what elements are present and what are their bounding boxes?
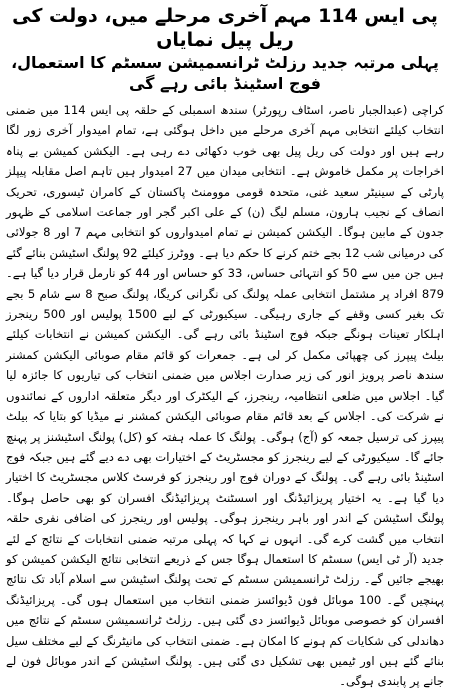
subheadline: پہلی مرتبہ جدید رزلٹ ٹرانسمیشن سسٹم کا استعمال، فوج اسٹینڈ بائی رہے گی [11,53,439,93]
article-body: کراچی (عبدالجبار ناصر، اسٹاف رپورٹر) سندھ اسمبلی کے حلقہ پی ایس 114 میں ضمنی انتخاب کیلئے انتخابی مہم آخری مرحلے میں داخل ہوگئی ہے، تمام امیدوار آخری زور لگا رہے ہیں اور دولت کی ریل پیل بھی خوب دکھائی دے رہی ہے۔ الیکشن کمیشن بے پناہ اخراجات پر مکمل خاموش ہے۔ انتخابی میدان میں 27 امیدوار ہیں تاہم اصل مقابلہ پیپلز پارٹی کے سینیٹر سعید غنی، متحدہ قومی موومنٹ پاکستان کے کامران ٹیسوری، تحریک انصاف کے نجیب ہارون، مسلم لیگ (ن) کے علی اکبر گجر اور جماعت اسلامی کے ظہور جدون کے مابین ہوگا۔ الیکشن کمیشن نے تمام امیدواروں کو انتخابی مہم 7 اور 8 جولائی کی درمیانی شب 12 بجے ختم کرنے کا حکم دیا ہے۔ ووٹرز کیلئے 92 پولنگ اسٹیشن بنائے گئے ہیں جن میں سے 50 کو انتہائی حساس، 33 کو حساس اور 44 کو نارمل قرار دیا گیا ہے۔ 879 افراد پر مشتمل انتخابی عملہ پولنگ کی نگرانی کریگا، پولنگ صبح 8 سے شام 5 بجے تک بغیر کسی وقفے کے جاری رہیگی۔ سیکیورٹی کے لیے 1500 پولیس اور 500 رینجرز اہلکار تعینات ہونگے جبکہ فوج اسٹینڈ بائی رہے گی۔ الیکشن کمیشن نے انتخابات کیلئے بیلٹ پیپرز کی چھپائی مکمل کر لی ہے۔ جمعرات کو قائم مقام صوبائی الیکشن کمشنر سندھ ناصر پرویز انور کی زیر صدارت اجلاس میں ضمنی انتخاب کی تیاریوں کا جائزہ لیا گیا۔ اجلاس میں ضلعی انتظامیہ، رینجرز، کے الیکٹرک اور دیگر متعلقہ اداروں کے نمائندوں نے شرکت کی۔ اجلاس کے بعد قائم مقام صوبائی الیکشن کمشنر نے میڈیا کو بتایا کہ بیلٹ پیپرز کی ترسیل جمعہ کو (آج) ہوگی۔ پولنگ کا عملہ ہفتہ کو (کل) پولنگ اسٹیشنز پر پہنچ جائے گا۔ سیکیورٹی کے لیے رینجرز کو مجسٹریٹ کے اختیارات بھی دے دیے گئے ہیں جبکہ فوج اسٹینڈ بائی رہے گی۔ پولنگ کے دوران فوج اور رینجرز کو فرسٹ کلاس مجسٹریٹ کا اختیار دیا گیا ہے۔ یہ اختیار پریزائیڈنگ اور اسسٹنٹ پریزائیڈنگ افسران کو بھی حاصل ہوگا۔ پولنگ اسٹیشن کے اندر اور باہر رینجرز ہوگی۔ پولیس اور رینجرز کی اضافی نفری حلقہ انتخاب میں گشت کرے گی۔ انہوں نے کہا کہ پہلی مرتبہ ضمنی انتخابات کے نتائج کے لئے جدید (آر ٹی ایس) سسٹم کا استعمال ہوگا جس کے ذریعے انتخابی نتائج الیکشن کمیشن کو بھیجے جائیں گے۔ رزلٹ ٹرانسمیشن سسٹم کے تحت پولنگ اسٹیشن سے اسلام آباد تک نتائج پہنچیں گے۔ 100 موبائل فون ڈیوائسز ضمنی انتخاب میں استعمال ہوں گی۔ پریزائیڈنگ افسران کو خصوصی موبائل ڈیوائسز دی گئی ہیں۔ رزلٹ ٹرانسمیشن سسٹم کے نتائج میں دھاندلی کی شکایات کم ہونے کا امکان ہے۔ ضمنی انتخاب کی مانیٹرنگ کے لیے مختلف سیل بنائے گئے ہیں اور ٹیمیں بھی تشکیل دی گئی ہیں۔ پولنگ اسٹیشن کے اندر موبائل فون لے جانے پر پابندی ہوگی۔ [6,103,445,689]
headline: پی ایس 114 مہم آخری مرحلے میں، دولت کی ریل پیل نمایاں [12,5,438,51]
